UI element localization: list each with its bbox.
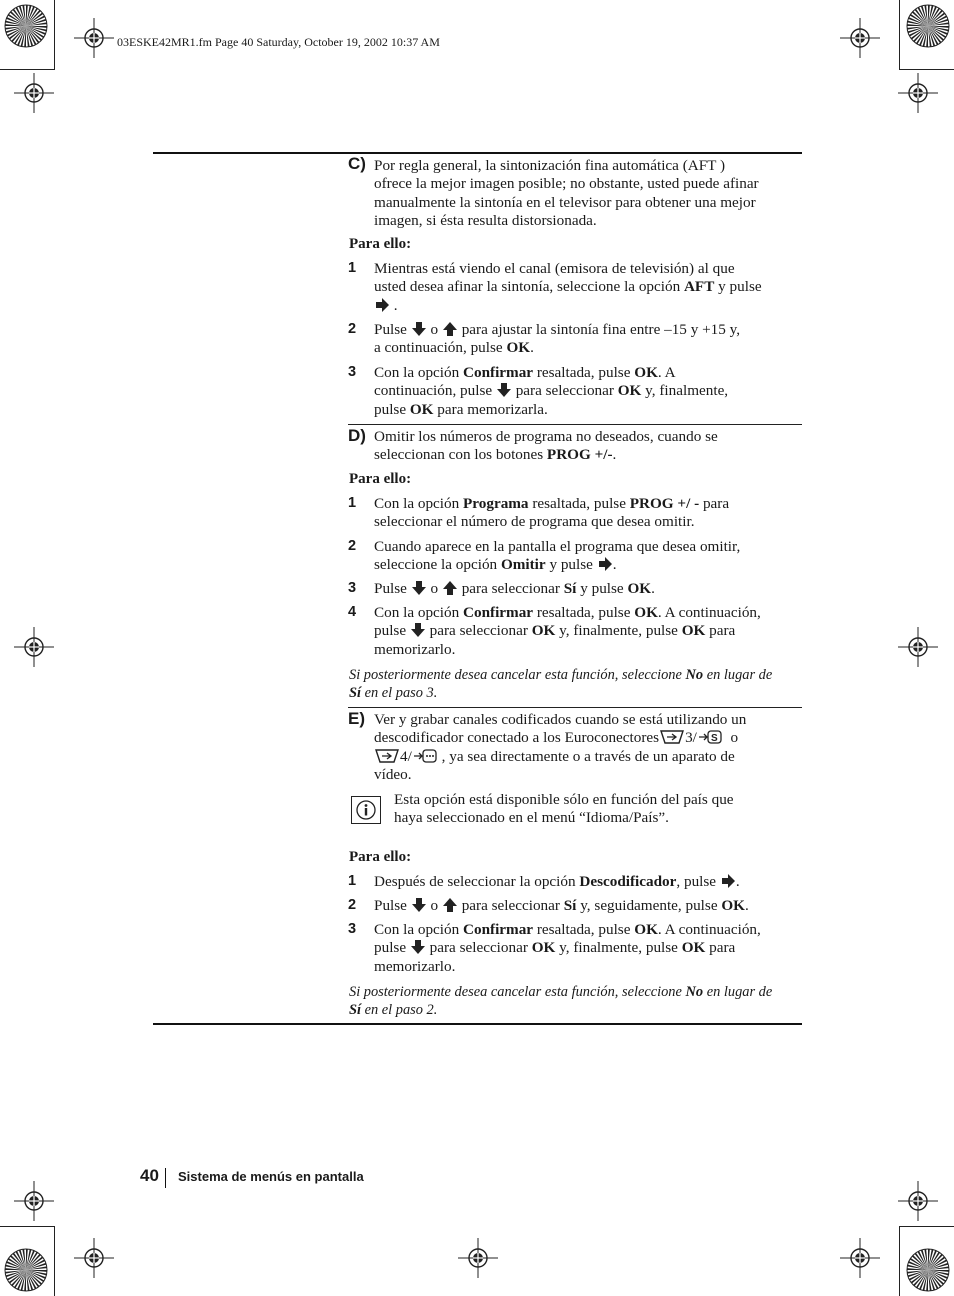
svg-text:S: S <box>710 733 718 745</box>
arrow-down-icon <box>411 321 427 337</box>
arrow-up-icon <box>442 321 458 337</box>
step-text: Pulse o para ajustar la sintonía fina entre –15 y +15 y, a continuación, pulse OK. <box>374 321 741 357</box>
registration-mark-icon <box>74 18 114 58</box>
s-video-icon <box>697 729 723 745</box>
info-note: Esta opción está disponible sólo en función del país que haya seleccionado en el menú “Idioma/País”. <box>394 791 734 827</box>
registration-mark-icon <box>898 73 938 113</box>
info-icon <box>351 796 381 824</box>
arrow-down-icon <box>411 897 427 913</box>
registration-mark-icon <box>14 73 54 113</box>
step-text: Con la opción Confirmar resaltada, pulse OK. A continuación, pulse para seleccionar OK y, finalmente, pulse OK para memorizarla. <box>374 364 729 418</box>
cancel-note: Si posteriormente desea cancelar esta función, seleccione No en lugar de Sí en el paso 2. <box>349 984 773 1018</box>
registration-mark-icon <box>74 1238 114 1278</box>
section-divider <box>348 707 802 708</box>
starburst-mark-icon <box>4 4 48 48</box>
step-number: 3 <box>348 580 357 596</box>
step-text: Con la opción Confirmar resaltada, pulse OK. A continuación, pulse para seleccionar OK y, finalmente, pulse OK para memorizarlo. <box>374 921 761 975</box>
arrow-down-icon <box>410 939 426 955</box>
page-number: 40 <box>140 1166 159 1185</box>
para-ello-heading: Para ello: <box>349 471 412 487</box>
arrow-right-icon <box>720 873 736 889</box>
cancel-note: Si posteriormente desea cancelar esta función, seleccione No en lugar de Sí en el paso 3. <box>349 667 773 701</box>
composite-video-icon <box>412 748 438 764</box>
scart-connector-icon <box>374 748 400 764</box>
registration-mark-icon <box>14 1181 54 1221</box>
bottom-rule <box>153 1023 802 1025</box>
section-title: Sistema de menús en pantalla <box>178 1169 364 1184</box>
step-number: 1 <box>348 873 357 889</box>
step-text: Con la opción Programa resaltada, pulse PROG +/ - para seleccionar el número de programa que desea omitir. <box>374 495 730 531</box>
step-number: 3 <box>348 364 357 380</box>
section-letter: D) <box>348 426 366 445</box>
step-text: Pulse o para seleccionar Sí y pulse OK. <box>374 580 655 597</box>
step-number: 1 <box>348 495 357 511</box>
arrow-up-icon <box>442 897 458 913</box>
step-number: 2 <box>348 897 357 913</box>
section-divider <box>348 424 802 425</box>
registration-mark-icon <box>840 18 880 58</box>
step-number: 2 <box>348 538 357 554</box>
section-letter: E) <box>348 709 365 728</box>
arrow-right-icon <box>374 297 390 313</box>
registration-mark-icon <box>458 1238 498 1278</box>
section-intro: Omitir los números de programa no deseados, cuando se seleccionan con los botones PROG +/-. <box>374 428 718 464</box>
starburst-mark-icon <box>906 1248 950 1292</box>
arrow-down-icon <box>411 580 427 596</box>
arrow-right-icon <box>597 556 613 572</box>
starburst-mark-icon <box>906 4 950 48</box>
section-letter: C) <box>348 154 366 173</box>
scart-connector-icon <box>659 729 685 745</box>
arrow-down-icon <box>496 382 512 398</box>
section-intro: Ver y grabar canales codificados cuando se está utilizando un descodificador conectado a los Euroconectores 3/ S o 4/ , ya sea directamente o a través de un aparato de vídeo. <box>374 711 747 784</box>
step-text: Cuando aparece en la pantalla el programa que desea omitir, seleccione la opción Omitir y pulse . <box>374 538 741 574</box>
para-ello-heading: Para ello: <box>349 849 412 865</box>
step-number: 1 <box>348 260 357 276</box>
starburst-mark-icon <box>4 1248 48 1292</box>
arrow-up-icon <box>442 580 458 596</box>
arrow-down-icon <box>410 622 426 638</box>
step-text: Con la opción Confirmar resaltada, pulse OK. A continuación, pulse para seleccionar OK y, finalmente, pulse OK para memorizarlo. <box>374 604 761 658</box>
registration-mark-icon <box>898 1181 938 1221</box>
step-number: 2 <box>348 321 357 337</box>
footer-divider <box>165 1168 166 1188</box>
step-text: Pulse o para seleccionar Sí y, seguidamente, pulse OK. <box>374 897 749 914</box>
file-header: 03ESKE42MR1.fm Page 40 Saturday, October 19, 2002 10:37 AM <box>117 35 440 49</box>
section-intro: Por regla general, la sintonización fina automática (AFT ) ofrece la mejor imagen posible; no obstante, usted puede afinar manualmente la sintonía en el televisor para obtener una mejor imagen, si ésta resulta distorsionada. <box>374 157 759 230</box>
top-rule <box>153 152 802 154</box>
registration-mark-icon <box>840 1238 880 1278</box>
registration-mark-icon <box>14 627 54 667</box>
step-text: Después de seleccionar la opción Descodificador, pulse . <box>374 873 740 890</box>
step-number: 4 <box>348 604 357 620</box>
registration-mark-icon <box>898 627 938 667</box>
step-number: 3 <box>348 921 357 937</box>
step-text: Mientras está viendo el canal (emisora de televisión) al que usted desea afinar la sintonía, seleccione la opción AFT y pulse . <box>374 260 762 314</box>
para-ello-heading: Para ello: <box>349 236 412 252</box>
